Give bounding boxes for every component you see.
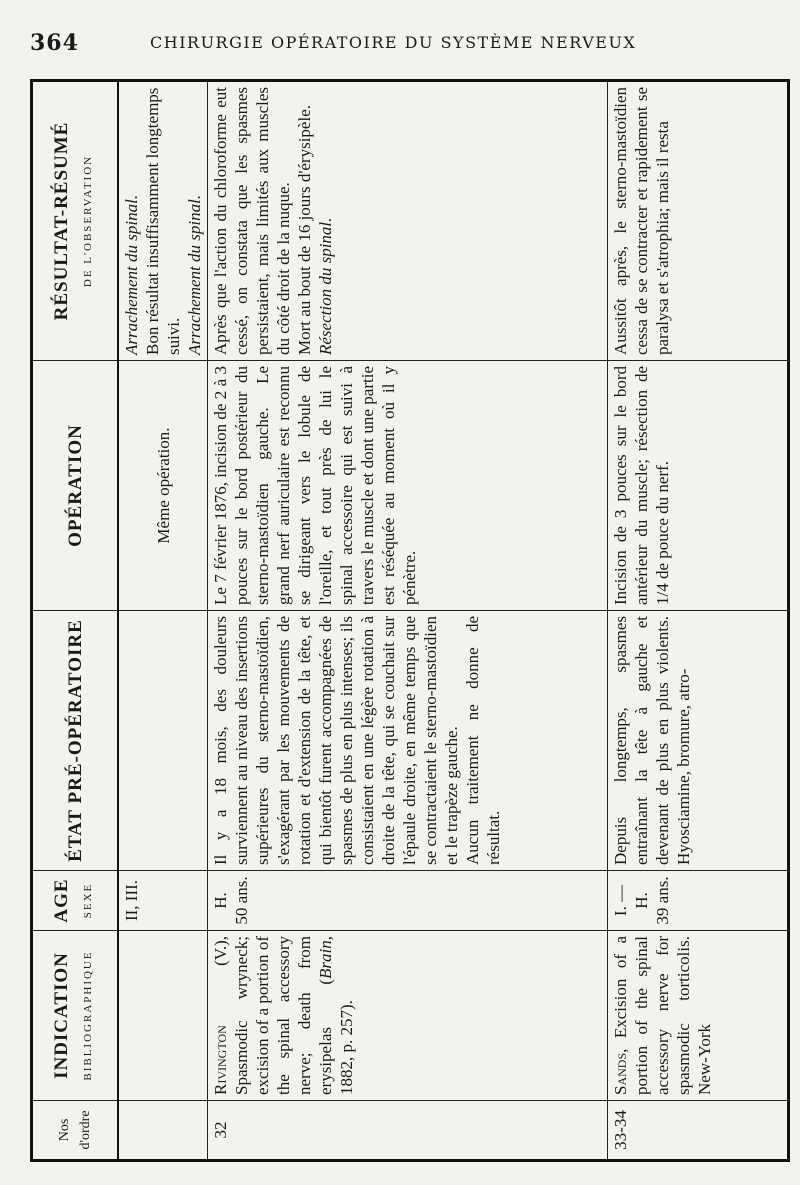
resultat-line: Arrachement du spinal.	[122, 194, 141, 355]
table-row	[118, 81, 208, 1161]
cell-resultat: Après que l'action du chloroforme eut cessé, on constata que les spasmes persistaient, mais limités aux muscles du côté droit de la nuque. Mort au bout de 16 jours d'érysipèle. Résection du spinal.	[208, 81, 608, 361]
table-row	[208, 81, 608, 1161]
author: Rivington (V.),	[211, 936, 230, 1095]
table-header-row	[32, 81, 119, 1161]
cell-resultat: Aussitôt après, le sterno-mastoïdien cessa de se contracter et rapidement se paralysa et s'atrophia; mais il resta	[608, 81, 789, 361]
cell-etat	[118, 611, 208, 871]
cell-nos	[118, 1101, 208, 1161]
cell-age: H. 50 ans.	[208, 871, 608, 931]
cell-indication	[118, 931, 208, 1101]
running-title: CHIRURGIE OPÉRATOIRE DU SYSTÈME NERVEUX	[150, 33, 637, 52]
cell-nos: 32	[208, 1101, 608, 1161]
col-age: AGE SEXE	[32, 871, 119, 931]
page-header	[0, 0, 800, 80]
col-resultat: RÉSULTAT-RÉSUMÉ DE L'OBSERVATION	[32, 81, 119, 361]
col-etat: ÉTAT PRÉ-OPÉRATOIRE	[32, 611, 119, 871]
resultat-line: Bon résultat insuffisamment longtemps suivi.	[143, 87, 183, 355]
page-number: 364	[30, 30, 79, 56]
cell-etat: Il y a 18 mois, des douleurs surviennent au niveau des insertions supérieures du sterno-mastoïdien, s'exagérant par les mouvements de rotation et d'extension de la tête, et qui bientôt furent accompagnées de spasmes de plus en plus intenses; ils consistaient en une légère rotation à droite de la tête, qui se couchait sur l'épaule droite, en même temps que se contractaient le sterno-mastoïdien et le trapèze gauche. Aucun traitement ne donne de résultat.	[208, 611, 608, 871]
table-row	[608, 81, 789, 1161]
cell-etat: Depuis longtemps, spasmes entraînant la tête à gauche et devenant de plus en plus violents. Hyosciamine, bromure, atro-	[608, 611, 789, 871]
cell-operation: Même opération.	[118, 361, 208, 611]
cell-operation: Incision de 3 pouces sur le bord antérieur du muscle; résection de 1/4 de pouce du nerf.	[608, 361, 789, 611]
author: Sands,	[611, 1048, 630, 1095]
cell-operation: Le 7 février 1876, incision de 2 à 3 pouces sur le bord postérieur du sterno-mastoïdien gauche. Le grand nerf auriculaire est reconnu se dirigeant vers le lobule de l'oreille, et tout près de lui le spinal accessoire qui est suivi à travers le muscle et dont une partie est réséquée au moment où il y pénètre.	[208, 361, 608, 611]
cell-age: I. — H. 39 ans.	[608, 871, 789, 931]
cell-indication: Sands, Excision of a portion of the spinal accessory nerve for spasmodic torticolis. New-York	[608, 931, 789, 1101]
cell-resultat	[118, 81, 208, 361]
col-operation: OPÉRATION	[32, 361, 119, 611]
resultat-line: Arrachement du spinal.	[185, 194, 204, 355]
cell-indication: Rivington (V.), Spasmodic wryneck; excision of a portion of the spinal accessory nerve; death from erysipelas (Brain, 1882, p. 257).	[208, 931, 608, 1101]
observation-table	[30, 79, 790, 1162]
observation-table-rotated	[30, 82, 790, 1162]
col-nos: Nos d'ordre	[32, 1101, 119, 1161]
col-indication: INDICATION BIBLIOGRAPHIQUE	[32, 931, 119, 1101]
journal: Brain	[316, 940, 335, 979]
cell-nos: 33-34	[611, 1110, 630, 1150]
cell-age: II, III.	[118, 871, 208, 931]
